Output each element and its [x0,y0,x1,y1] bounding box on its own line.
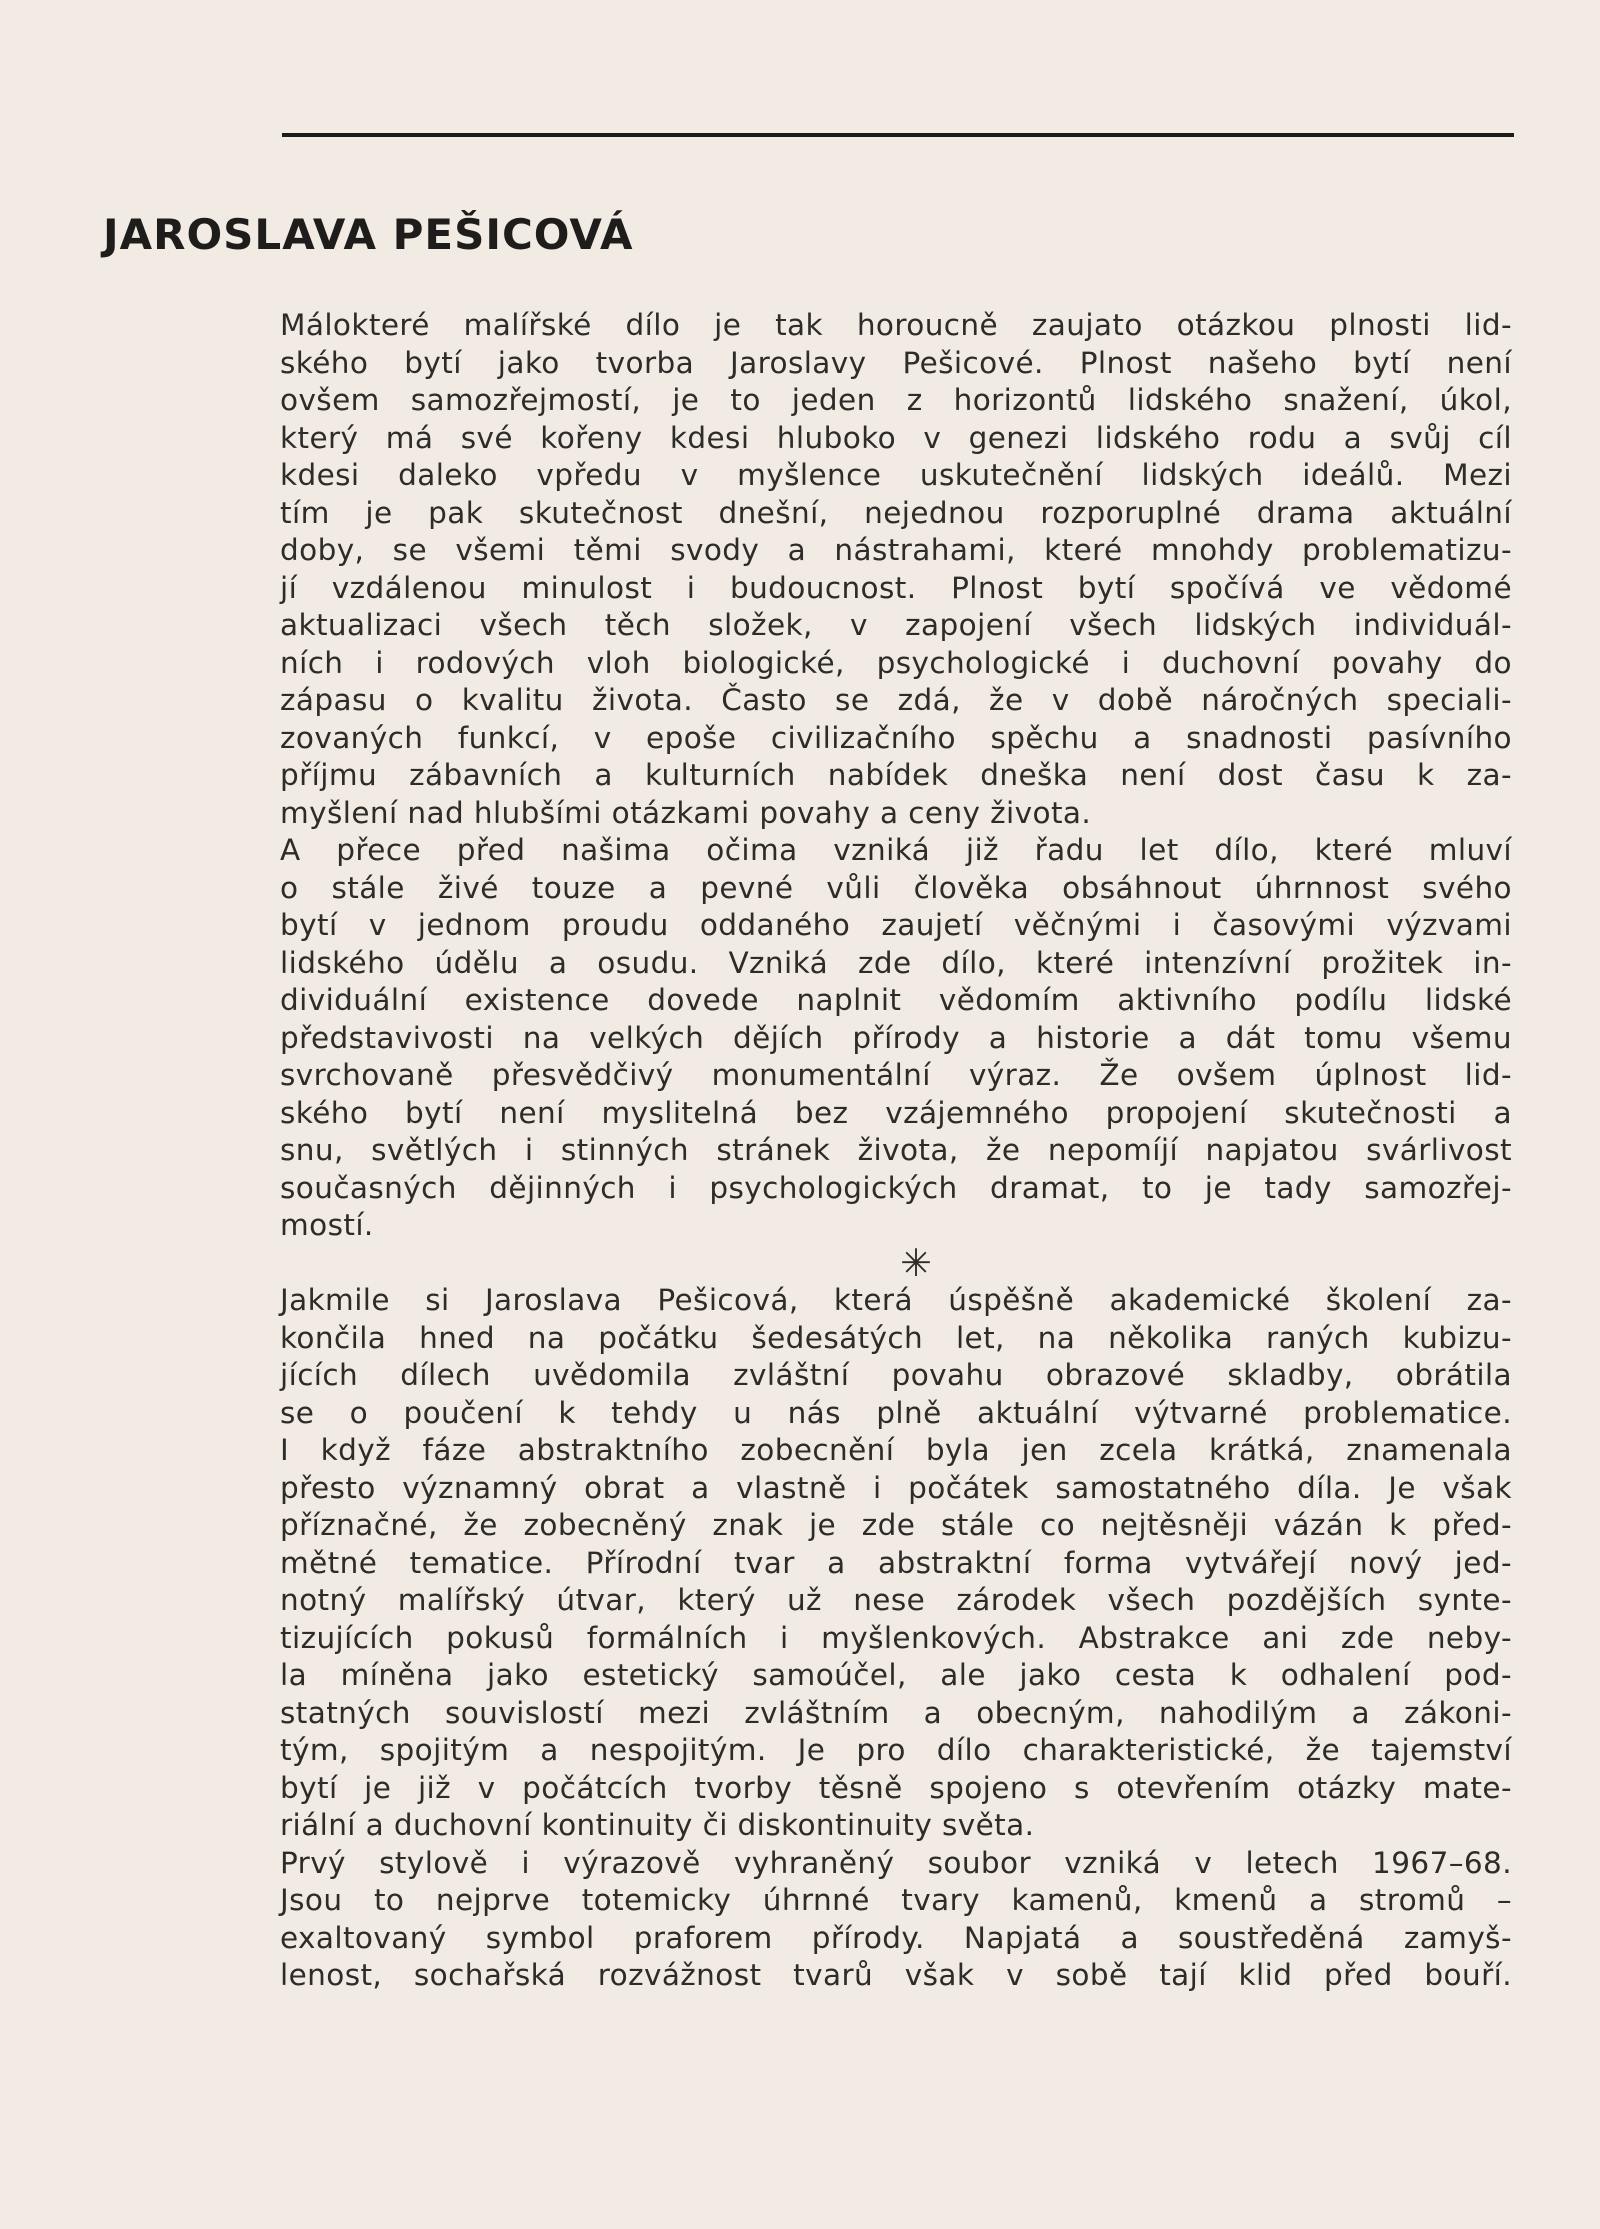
text-line: se o poučení k tehdy u nás plně aktuální výtvarné problematice. [280,1395,1512,1430]
text-line: tým, spojitým a nespojitým. Je pro dílo charakteristické, že tajemství [280,1733,1512,1767]
text-line: Jakmile si Jaroslava Pešicová, která úspěšně akademické školení za- [280,1283,1512,1317]
text-line: ského bytí není myslitelná bez vzájemného propojení skutečnosti a [280,1095,1512,1130]
text-line: bytí je již v počátcích tvorby těsně spojeno s otevřením otázky mate- [280,1770,1512,1805]
text-line: aktualizaci všech těch složek, v zapojení všech lidských individuál- [280,608,1512,642]
paragraph [280,1845,1512,1995]
text-line: doby, se všemi těmi svody a nástrahami, které mnohdy problematizu- [280,533,1512,567]
page-title: JAROSLAVA PEŠICOVÁ [103,210,634,259]
text-line: tím je pak skutečnost dnešní, nejednou rozporuplné drama aktuální [280,495,1512,530]
top-rule [282,133,1514,137]
article-body [280,307,1512,1995]
text-line: Málokteré malířské dílo je tak horoucně zaujato otázkou plnosti lid- [280,308,1512,342]
text-line: tizujících pokusů formálních i myšlenkových. Abstrakce ani zde neby- [280,1620,1512,1655]
text-line: ních i rodových vloh biologické, psychologické i duchovní povahy do [280,645,1512,680]
text-line: který má své kořeny kdesi hluboko v genezi lidského rodu a svůj cíl [280,420,1512,455]
text-line: příjmu zábavních a kulturních nabídek dneška není dost času k za- [280,758,1512,792]
text-line: la míněna jako estetický samoúčel, ale jako cesta k odhalení pod- [280,1658,1512,1692]
text-line: končila hned na počátku šedesátých let, na několika raných kubizu- [280,1320,1512,1355]
text-line: o stále živé touze a pevné vůli člověka obsáhnout úhrnnost svého [280,870,1512,905]
text-line: lenost, sochařská rozvážnost tvarů však v sobě tají klid před bouří. [280,1958,1512,1992]
text-line: zápasu o kvalitu života. Často se zdá, že v době náročných speciali- [280,683,1512,717]
text-line: jících dílech uvědomila zvláštní povahu obrazové skladby, obrátila [280,1358,1512,1392]
text-line: jí vzdálenou minulost i budoucnost. Plnost bytí spočívá ve vědomé [280,570,1512,605]
text-line: ského bytí jako tvorba Jaroslavy Pešicové. Plnost našeho bytí není [280,345,1512,380]
text-line: statných souvislostí mezi zvláštním a obecným, nahodilým a zákoni- [280,1695,1512,1730]
text-line: mostí. [280,1208,374,1242]
text-line: Prvý stylově i výrazově vyhraněný soubor vzniká v letech 1967–68. [280,1845,1512,1880]
text-line: přesto významný obrat a vlastně i počátek samostatného díla. Je však [280,1470,1512,1505]
asterisk-separator-icon: ✳ [900,1240,932,1285]
text-line: notný malířský útvar, který už nese zárodek všech pozdějších synte- [280,1583,1512,1617]
text-line: A přece před našima očima vzniká již řadu let dílo, které mluví [280,833,1512,867]
paragraph [280,307,1512,832]
paragraph [280,832,1512,1245]
text-line: riální a duchovní kontinuity či diskontinuity světa. [280,1808,1035,1842]
text-line: lidského údělu a osudu. Vzniká zde dílo, které intenzívní prožitek in- [280,945,1512,980]
text-line: příznačné, že zobecněný znak je zde stále co nejtěsněji vázán k před- [280,1508,1512,1542]
text-line: svrchovaně přesvědčivý monumentální výraz. Že ovšem úplnost lid- [280,1058,1512,1092]
text-line: zovaných funkcí, v epoše civilizačního spěchu a snadnosti pasívního [280,720,1512,755]
text-line: snu, světlých i stinných stránek života, že nepomíjí napjatou svárlivost [280,1133,1512,1167]
text-line: představivosti na velkých dějích přírody a historie a dát tomu všemu [280,1020,1512,1055]
paragraph [280,1282,1512,1845]
text-line: dividuální existence dovede naplnit vědomím aktivního podílu lidské [280,983,1512,1017]
text-line: exaltovaný symbol praforem přírody. Napjatá a soustředěná zamyš- [280,1920,1512,1955]
text-line: současných dějinných i psychologických dramat, to je tady samozřej- [280,1170,1512,1205]
text-line: Jsou to nejprve totemicky úhrnné tvary kamenů, kmenů a stromů – [280,1883,1512,1917]
text-line: bytí v jednom proudu oddaného zaujetí věčnými i časovými výzvami [280,908,1512,942]
text-line: ovšem samozřejmostí, je to jeden z horizontů lidského snažení, úkol, [280,383,1512,417]
text-line: kdesi daleko vpředu v myšlence uskutečnění lidských ideálů. Mezi [280,458,1512,492]
text-line: myšlení nad hlubšími otázkami povahy a ceny života. [280,795,1092,830]
text-line: mětné tematice. Přírodní tvar a abstraktní forma vytvářejí nový jed- [280,1545,1512,1580]
text-line: I když fáze abstraktního zobecnění byla jen zcela krátká, znamenala [280,1433,1512,1467]
